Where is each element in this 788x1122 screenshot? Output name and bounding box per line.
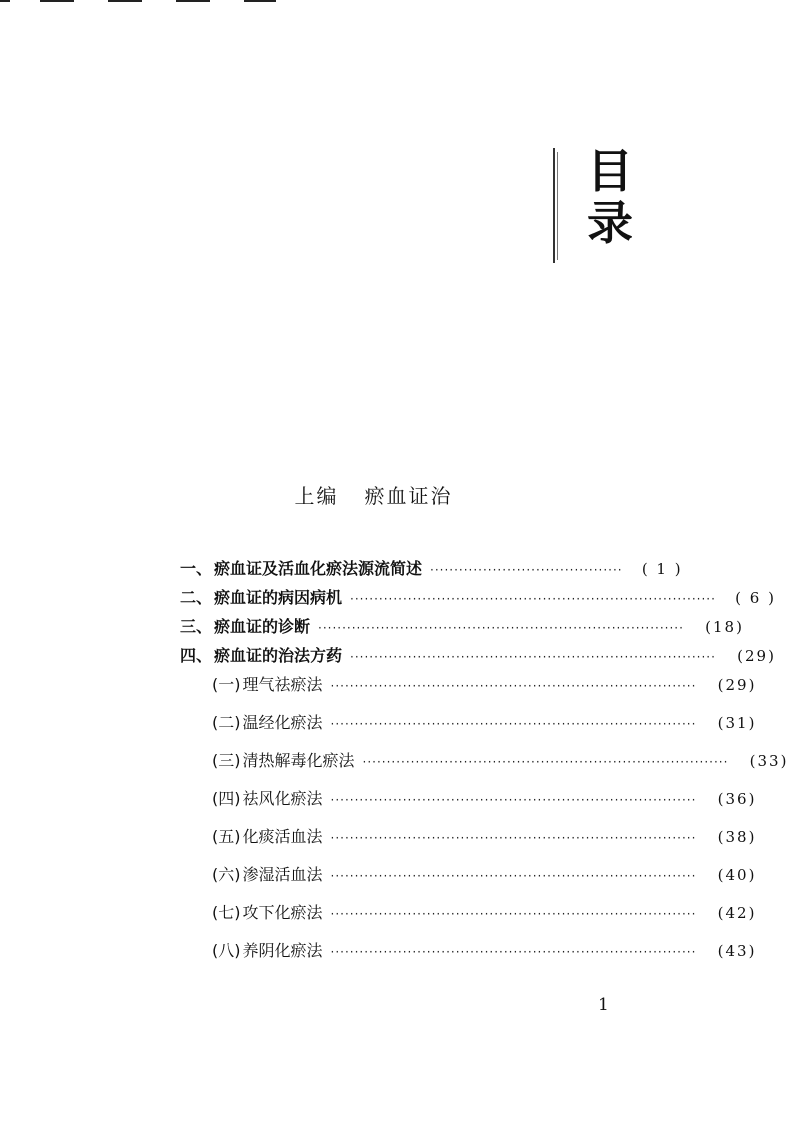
toc-entry-number: 一、 [180,559,213,578]
toc-subentry[interactable] [180,786,757,824]
toc-entry-page: (29) [737,647,776,665]
toc-leader-dots: ············································································ [318,621,684,635]
toc-subentry-title: 祛风化瘀法 [242,789,323,808]
toc-subentry-number: (二) [212,713,241,732]
toc-entry-title: 瘀血证及活血化瘀法源流简述 [214,559,423,578]
toc-subentry-page: (40) [717,866,757,884]
toc-entry-title: 瘀血证的治法方药 [214,646,343,665]
toc-subentry-title: 养阴化瘀法 [242,941,323,960]
toc-subentry[interactable] [180,672,757,710]
toc-subentry-page: (31) [717,714,757,732]
toc-entry-title: 瘀血证的病因病机 [214,588,343,607]
part-label: 上编 [294,484,339,508]
toc-entry[interactable] [180,556,683,585]
toc-leader-dots: ············································································ [330,717,697,731]
toc-entry-number: 二、 [180,588,213,607]
toc-leader-dots: ········································ [430,563,623,577]
toc-subentry-page: (36) [717,790,757,808]
toc-leader-dots: ············································································ [330,679,697,693]
table-of-contents [180,556,788,976]
toc-subentry-title: 渗湿活血法 [242,865,323,884]
title-char-1: 目 [587,144,633,198]
part-heading [0,480,747,509]
toc-subentry-title: 清热解毒化瘀法 [242,751,355,770]
title-rule-right [557,152,558,260]
toc-entry-page: ( 1 ) [641,560,683,578]
toc-entry-title: 瘀血证的诊断 [214,617,311,636]
toc-entry[interactable] [180,643,776,672]
toc-subentry[interactable] [180,824,757,862]
toc-subentry-page: (43) [717,942,757,960]
top-edge-marks [0,0,300,4]
toc-entry[interactable] [180,585,776,614]
toc-subentry-number: (六) [212,865,241,884]
toc-leader-dots: ············································································ [350,650,716,664]
title-rule-left [553,148,555,263]
toc-entry[interactable] [180,614,744,643]
toc-subentry-page: (42) [717,904,757,922]
toc-leader-dots: ············································································ [330,945,697,959]
toc-subentry-title: 温经化瘀法 [242,713,323,732]
page-number: 1 [598,995,609,1015]
part-name: 瘀血证治 [364,484,453,508]
toc-leader-dots: ············································································ [350,592,716,606]
toc-subentry[interactable] [180,900,757,938]
title-char-2: 录 [587,196,633,250]
toc-entry-page: (18) [705,618,744,636]
toc-leader-dots: ············································································ [362,755,729,769]
toc-leader-dots: ············································································ [330,793,697,807]
toc-subentry[interactable] [180,710,757,748]
toc-subentry-number: (三) [212,751,241,770]
toc-subentry-page: (38) [717,828,757,846]
toc-subentry-number: (一) [212,675,241,694]
toc-subentry-page: (29) [717,676,757,694]
toc-subentry-title: 理气祛瘀法 [242,675,323,694]
toc-entry-page: ( 6 ) [735,589,776,607]
toc-subentry[interactable] [180,862,757,900]
toc-entry-number: 四、 [180,646,213,665]
toc-entry-number: 三、 [180,617,213,636]
toc-subentry-number: (八) [212,941,241,960]
toc-subentry-number: (五) [212,827,241,846]
contents-title [580,145,640,249]
toc-leader-dots: ············································································ [330,869,697,883]
toc-subentry-title: 化痰活血法 [242,827,323,846]
toc-subentry[interactable] [180,748,788,786]
toc-subentry[interactable] [180,938,757,976]
toc-subentry-title: 攻下化瘀法 [242,903,323,922]
toc-subentry-number: (四) [212,789,241,808]
toc-leader-dots: ············································································ [330,831,697,845]
toc-leader-dots: ············································································ [330,907,697,921]
toc-subentry-page: (33) [749,752,788,770]
toc-subentry-number: (七) [212,903,241,922]
